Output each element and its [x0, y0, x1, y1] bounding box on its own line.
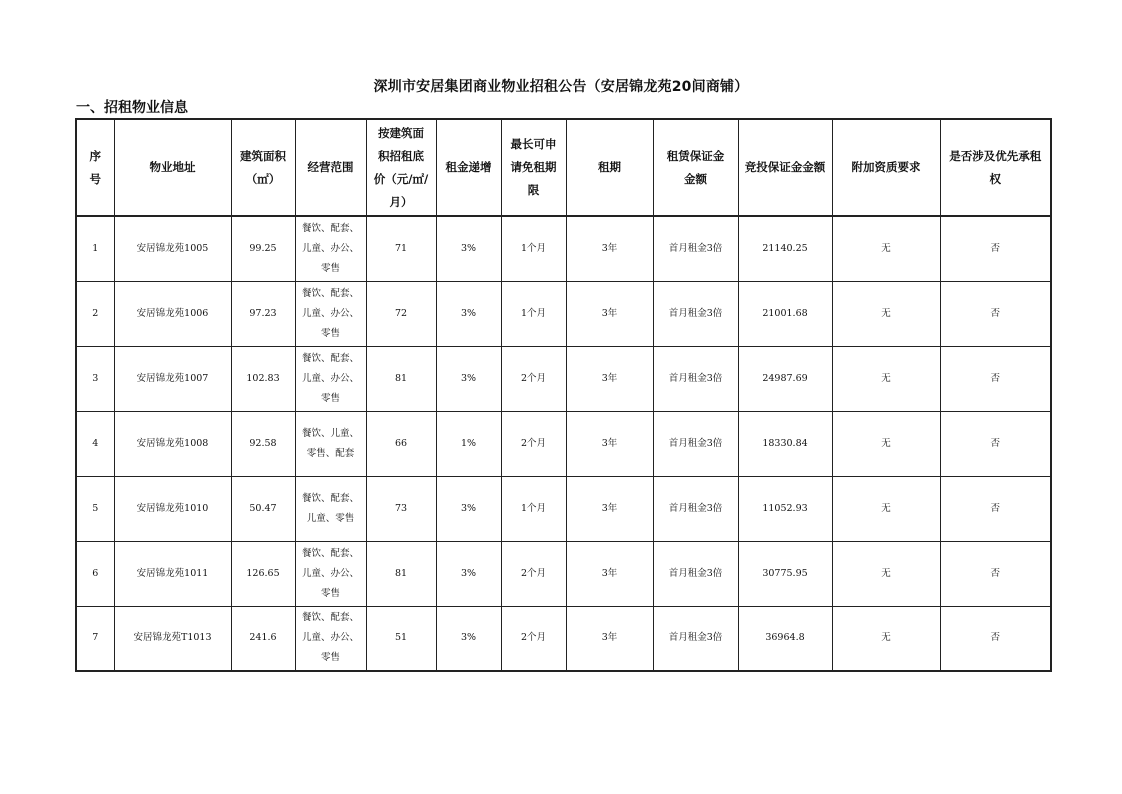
cell-priority: 否 — [940, 216, 1051, 281]
cell-bid-deposit: 21140.25 — [738, 216, 832, 281]
cell-scope: 餐饮、配套、儿童、零售 — [295, 476, 366, 541]
table-row — [76, 281, 1051, 346]
table-row — [76, 476, 1051, 541]
cell-address: 安居锦龙苑1011 — [114, 541, 231, 606]
header-address: 物业地址 — [114, 119, 231, 216]
header-free-rent: 最长可申请免租期限 — [501, 119, 566, 216]
cell-free-rent: 2个月 — [501, 411, 566, 476]
cell-bid-deposit: 11052.93 — [738, 476, 832, 541]
header-priority: 是否涉及优先承租权 — [940, 119, 1051, 216]
cell-area: 241.6 — [231, 606, 295, 671]
cell-lease-deposit: 首月租金3倍 — [653, 606, 738, 671]
header-base-price: 按建筑面积招租底价（元/㎡/月） — [366, 119, 436, 216]
cell-lease-deposit: 首月租金3倍 — [653, 541, 738, 606]
cell-term: 3年 — [566, 281, 653, 346]
cell-base-price: 81 — [366, 541, 436, 606]
cell-qualification: 无 — [832, 281, 940, 346]
cell-qualification: 无 — [832, 541, 940, 606]
cell-base-price: 81 — [366, 346, 436, 411]
cell-base-price: 66 — [366, 411, 436, 476]
cell-address: 安居锦龙苑1008 — [114, 411, 231, 476]
cell-lease-deposit: 首月租金3倍 — [653, 476, 738, 541]
cell-bid-deposit: 24987.69 — [738, 346, 832, 411]
cell-priority: 否 — [940, 476, 1051, 541]
cell-free-rent: 1个月 — [501, 281, 566, 346]
cell-no: 6 — [76, 541, 114, 606]
cell-priority: 否 — [940, 346, 1051, 411]
cell-base-price: 72 — [366, 281, 436, 346]
cell-bid-deposit: 18330.84 — [738, 411, 832, 476]
cell-term: 3年 — [566, 216, 653, 281]
header-no: 序号 — [76, 119, 114, 216]
cell-free-rent: 1个月 — [501, 216, 566, 281]
header-lease-deposit: 租赁保证金金额 — [653, 119, 738, 216]
cell-lease-deposit: 首月租金3倍 — [653, 346, 738, 411]
cell-base-price: 73 — [366, 476, 436, 541]
cell-area: 97.23 — [231, 281, 295, 346]
cell-term: 3年 — [566, 541, 653, 606]
cell-term: 3年 — [566, 411, 653, 476]
cell-qualification: 无 — [832, 476, 940, 541]
document-title: 深圳市安居集团商业物业招租公告（安居锦龙苑20间商铺） — [373, 79, 749, 95]
table-header-row — [76, 119, 1051, 216]
table-row — [76, 541, 1051, 606]
cell-bid-deposit: 30775.95 — [738, 541, 832, 606]
cell-address: 安居锦龙苑1010 — [114, 476, 231, 541]
cell-qualification: 无 — [832, 411, 940, 476]
cell-no: 1 — [76, 216, 114, 281]
cell-no: 5 — [76, 476, 114, 541]
cell-address: 安居锦龙苑T1013 — [114, 606, 231, 671]
cell-term: 3年 — [566, 346, 653, 411]
header-term: 租期 — [566, 119, 653, 216]
cell-increase: 3% — [436, 606, 501, 671]
cell-lease-deposit: 首月租金3倍 — [653, 281, 738, 346]
property-listing-table — [75, 118, 1052, 672]
cell-priority: 否 — [940, 541, 1051, 606]
cell-qualification: 无 — [832, 216, 940, 281]
cell-increase: 3% — [436, 346, 501, 411]
cell-bid-deposit: 21001.68 — [738, 281, 832, 346]
cell-scope: 餐饮、配套、儿童、办公、零售 — [295, 346, 366, 411]
cell-scope: 餐饮、配套、儿童、办公、零售 — [295, 541, 366, 606]
cell-area: 126.65 — [231, 541, 295, 606]
cell-qualification: 无 — [832, 346, 940, 411]
cell-area: 102.83 — [231, 346, 295, 411]
cell-address: 安居锦龙苑1006 — [114, 281, 231, 346]
cell-lease-deposit: 首月租金3倍 — [653, 411, 738, 476]
cell-address: 安居锦龙苑1007 — [114, 346, 231, 411]
cell-free-rent: 2个月 — [501, 346, 566, 411]
header-qualification: 附加资质要求 — [832, 119, 940, 216]
header-bid-deposit: 竞投保证金金额 — [738, 119, 832, 216]
cell-scope: 餐饮、配套、儿童、办公、零售 — [295, 281, 366, 346]
cell-area: 92.58 — [231, 411, 295, 476]
table-row — [76, 216, 1051, 281]
cell-no: 4 — [76, 411, 114, 476]
cell-increase: 1% — [436, 411, 501, 476]
cell-area: 99.25 — [231, 216, 295, 281]
header-scope: 经营范围 — [295, 119, 366, 216]
table-row — [76, 411, 1051, 476]
cell-priority: 否 — [940, 281, 1051, 346]
cell-priority: 否 — [940, 606, 1051, 671]
cell-increase: 3% — [436, 476, 501, 541]
section-heading: 一、招租物业信息 — [76, 100, 188, 116]
cell-scope: 餐饮、配套、儿童、办公、零售 — [295, 216, 366, 281]
cell-increase: 3% — [436, 541, 501, 606]
cell-priority: 否 — [940, 411, 1051, 476]
cell-free-rent: 2个月 — [501, 541, 566, 606]
cell-area: 50.47 — [231, 476, 295, 541]
cell-term: 3年 — [566, 476, 653, 541]
cell-base-price: 71 — [366, 216, 436, 281]
cell-no: 3 — [76, 346, 114, 411]
cell-increase: 3% — [436, 216, 501, 281]
header-area: 建筑面积（㎡） — [231, 119, 295, 216]
header-rent-increase: 租金递增 — [436, 119, 501, 216]
cell-lease-deposit: 首月租金3倍 — [653, 216, 738, 281]
cell-qualification: 无 — [832, 606, 940, 671]
table-row — [76, 606, 1051, 671]
cell-address: 安居锦龙苑1005 — [114, 216, 231, 281]
cell-scope: 餐饮、儿童、零售、配套 — [295, 411, 366, 476]
cell-free-rent: 1个月 — [501, 476, 566, 541]
cell-free-rent: 2个月 — [501, 606, 566, 671]
cell-term: 3年 — [566, 606, 653, 671]
cell-bid-deposit: 36964.8 — [738, 606, 832, 671]
cell-scope: 餐饮、配套、儿童、办公、零售 — [295, 606, 366, 671]
table-row — [76, 346, 1051, 411]
cell-no: 7 — [76, 606, 114, 671]
cell-base-price: 51 — [366, 606, 436, 671]
cell-no: 2 — [76, 281, 114, 346]
cell-increase: 3% — [436, 281, 501, 346]
